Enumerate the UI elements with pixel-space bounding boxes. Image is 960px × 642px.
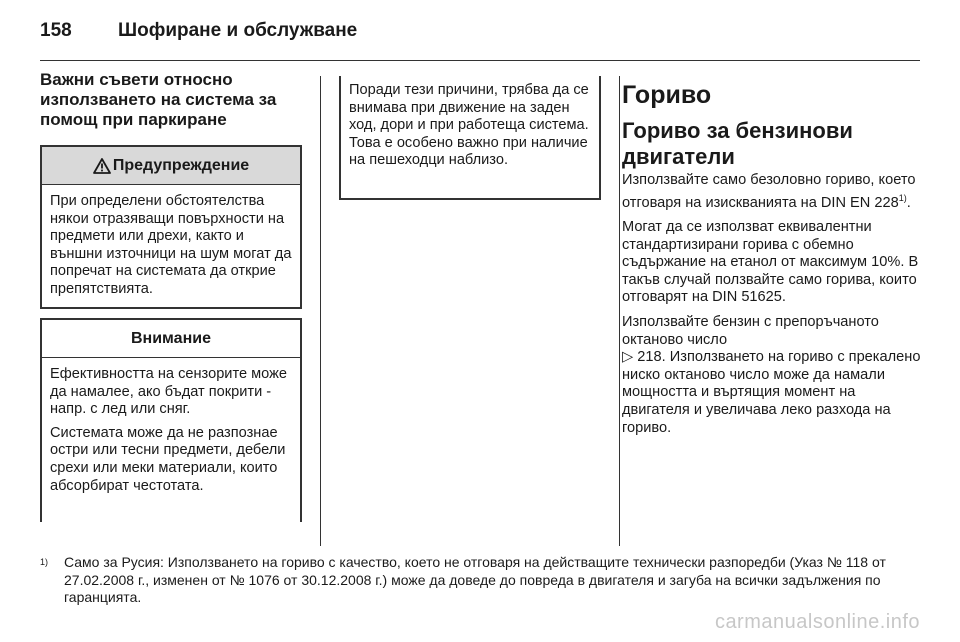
caution-box-body [42, 358, 300, 501]
caution-box [40, 318, 302, 522]
fuel-title: Гориво [622, 81, 712, 109]
caution-box-header [42, 320, 300, 358]
warning-triangle-icon [93, 158, 111, 174]
fuel-subtitle: Гориво за бензинови двигатели [622, 118, 853, 169]
page-number: 158 [40, 20, 72, 41]
page-ref-arrow-icon[interactable]: ▷ [622, 349, 634, 366]
page-ref-number[interactable]: 218 [637, 349, 662, 366]
column-3 [622, 76, 922, 444]
footnote-ref[interactable]: 1) [898, 192, 907, 203]
header-divider [40, 60, 920, 61]
column-1 [40, 70, 302, 130]
footnote-text: Само за Русия: Използването на гориво с качество, което не отговаря на действащите технически разпоредби (Указ № 118 от 27.02.2008 г., изменен от № 1076 от 30.12.2008 г.) може да доведе до повреда в двигателя и загуба на всички задължения по гаранцията. [64, 554, 886, 605]
warning-text: При определени обстоятелства някои отразяващи повърхности на предмети или дрехи, както и външни източници на шум могат да попречат на системата да открие препятствията. [50, 193, 292, 297]
caution-paragraph-1: Ефективността на сензорите може да намалее, ако бъдат покрити - напр. с лед или сняг. [50, 366, 288, 418]
caution-box-heading: Внимание [131, 329, 211, 347]
fuel-paragraph-3: Използвайте бензин с препоръчаното октаново число ▷ 218. Използването на гориво с прекалено ниско октаново число може да намали мощността и въртящия момент на двигателя и увеличава леко разхода на гориво. [622, 314, 921, 436]
chapter-title: Шофиране и обслужване [118, 20, 358, 41]
warning-box-body [42, 185, 300, 305]
footnote-mark: 1) [40, 557, 49, 567]
warning-box [40, 145, 302, 309]
fuel-paragraph-1: Използвайте само безоловно гориво, което отговаря на изискванията на DIN EN 228$^{1)}$. [622, 172, 916, 211]
column-divider-2 [619, 76, 620, 546]
watermark: carmanualsonline.info [714, 611, 920, 633]
caution-continued-text: Поради тези причини, трябва да се внимава при движение на заден ход, дори и при работеща система. Това е особено важно при наличие на пешеходци наблизо. [349, 82, 589, 169]
column-divider-1 [320, 76, 321, 546]
caution-box-continued [339, 76, 601, 200]
footnote [40, 554, 920, 607]
caution-continued-body [341, 76, 599, 176]
warning-box-header [42, 147, 300, 185]
caution-paragraph-2: Системата може да не разпознае остри или тесни предмети, дебели срехи или меки материали, които абсорбират честотата. [50, 424, 286, 494]
page-header [40, 14, 357, 48]
section-title: Важни съвети относно използването на система за помощ при паркиране [40, 70, 277, 129]
warning-box-heading: Предупреждение [112, 156, 250, 174]
fuel-paragraph-2: Могат да се използват еквивалентни стандартизирани горива с обемно съдържание на етанол от максимум 10%. В такъв случай ползвайте само горива, които отговарят на DIN 51625. [622, 219, 919, 306]
